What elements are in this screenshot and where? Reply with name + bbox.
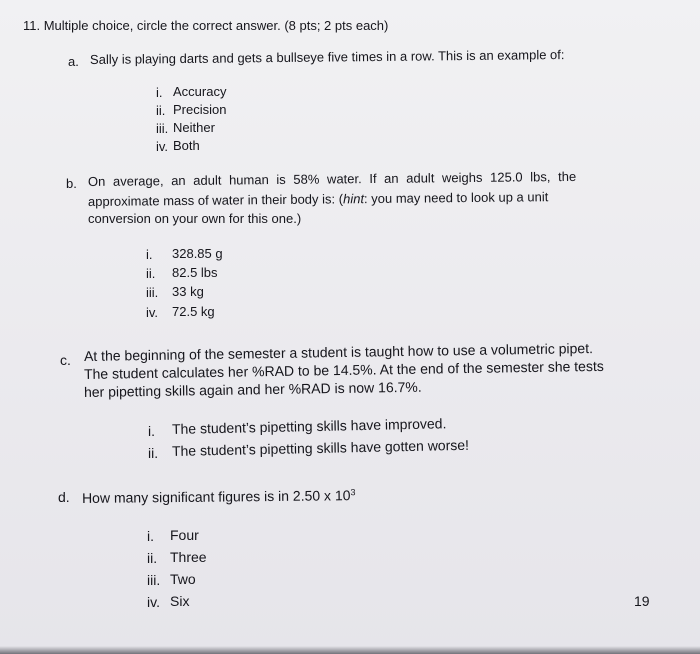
part-d-option-1-number: i. — [147, 528, 154, 544]
part-c-option-2-text: The student’s pipetting skills have gotten worse! — [171, 436, 470, 459]
part-a-option-4-text: Both — [173, 138, 200, 153]
part-c-option-1-number: i. — [148, 423, 155, 439]
part-b-option-1-number: i. — [146, 247, 153, 262]
part-c-question-line-3: her pipetting skills again and her %RAD is now 16.7%. — [83, 378, 422, 400]
part-d-option-3-text: Two — [170, 571, 196, 587]
part-a-option-3-number: iii. — [156, 121, 169, 136]
part-d-option-4-text: Six — [170, 593, 190, 609]
part-a-label: a. — [68, 54, 79, 69]
part-b-question-line-3: conversion on your own for this one.) — [88, 211, 302, 226]
part-a-option-2-text: Precision — [173, 102, 227, 117]
part-b-option-4-text: 72.5 kg — [172, 304, 215, 319]
part-b-hint: hint — [342, 191, 365, 207]
part-b-question-line-2: approximate mass of water in their body is: (hint: you may need to look up a unit — [87, 189, 549, 209]
part-d-option-2-text: Three — [170, 549, 207, 565]
part-b-label: b. — [66, 176, 77, 191]
part-a-option-1-text: Accuracy — [173, 84, 227, 99]
part-b-option-2-number: ii. — [146, 266, 156, 281]
part-c-question-line-1: At the beginning of the semester a student is taught how to use a volumetric pipet. — [83, 340, 594, 364]
part-c-question-line-2: The student calculates her %RAD to be 14.5%. At the end of the semester she tests — [83, 357, 604, 382]
part-d-option-3-number: iii. — [147, 572, 161, 588]
page-number: 19 — [634, 593, 650, 609]
part-a-question: Sally is playing darts and gets a bullseye five times in a row. This is an example of: — [89, 47, 565, 67]
part-a-option-4-number: iv. — [156, 139, 169, 154]
part-a-option-1-number: i. — [156, 85, 163, 100]
part-d-option-1-text: Four — [170, 527, 199, 543]
part-b-question-line-1: On average, an adult human is 58% water. If an adult weighs 125.0 lbs, the — [87, 168, 577, 189]
part-a-option-2-number: ii. — [156, 103, 166, 118]
part-d-exponent: 3 — [350, 487, 356, 498]
part-a-option-3-text: Neither — [173, 120, 215, 135]
part-b-option-1-text: 328.85 g — [172, 246, 223, 261]
part-c-option-2-number: ii. — [148, 445, 159, 461]
part-b-option-2-text: 82.5 lbs — [172, 265, 218, 280]
part-d-option-4-number: iv. — [147, 594, 160, 610]
part-d-option-2-number: ii. — [147, 550, 158, 566]
part-d-question: How many significant figures is in 2.50 x $10^3$ — [81, 487, 356, 506]
part-b-option-4-number: iv. — [146, 305, 159, 320]
part-c-option-1-text: The student’s pipetting skills have improved. — [171, 415, 447, 437]
part-d-label: d. — [58, 489, 70, 505]
bottom-shadow — [0, 646, 700, 654]
question-heading: 11. Multiple choice, circle the correct answer. (8 pts; 2 pts each) — [23, 18, 389, 33]
part-b-option-3-text: 33 kg — [172, 284, 204, 299]
part-b-option-3-number: iii. — [146, 285, 159, 300]
part-c-label: c. — [60, 352, 71, 368]
